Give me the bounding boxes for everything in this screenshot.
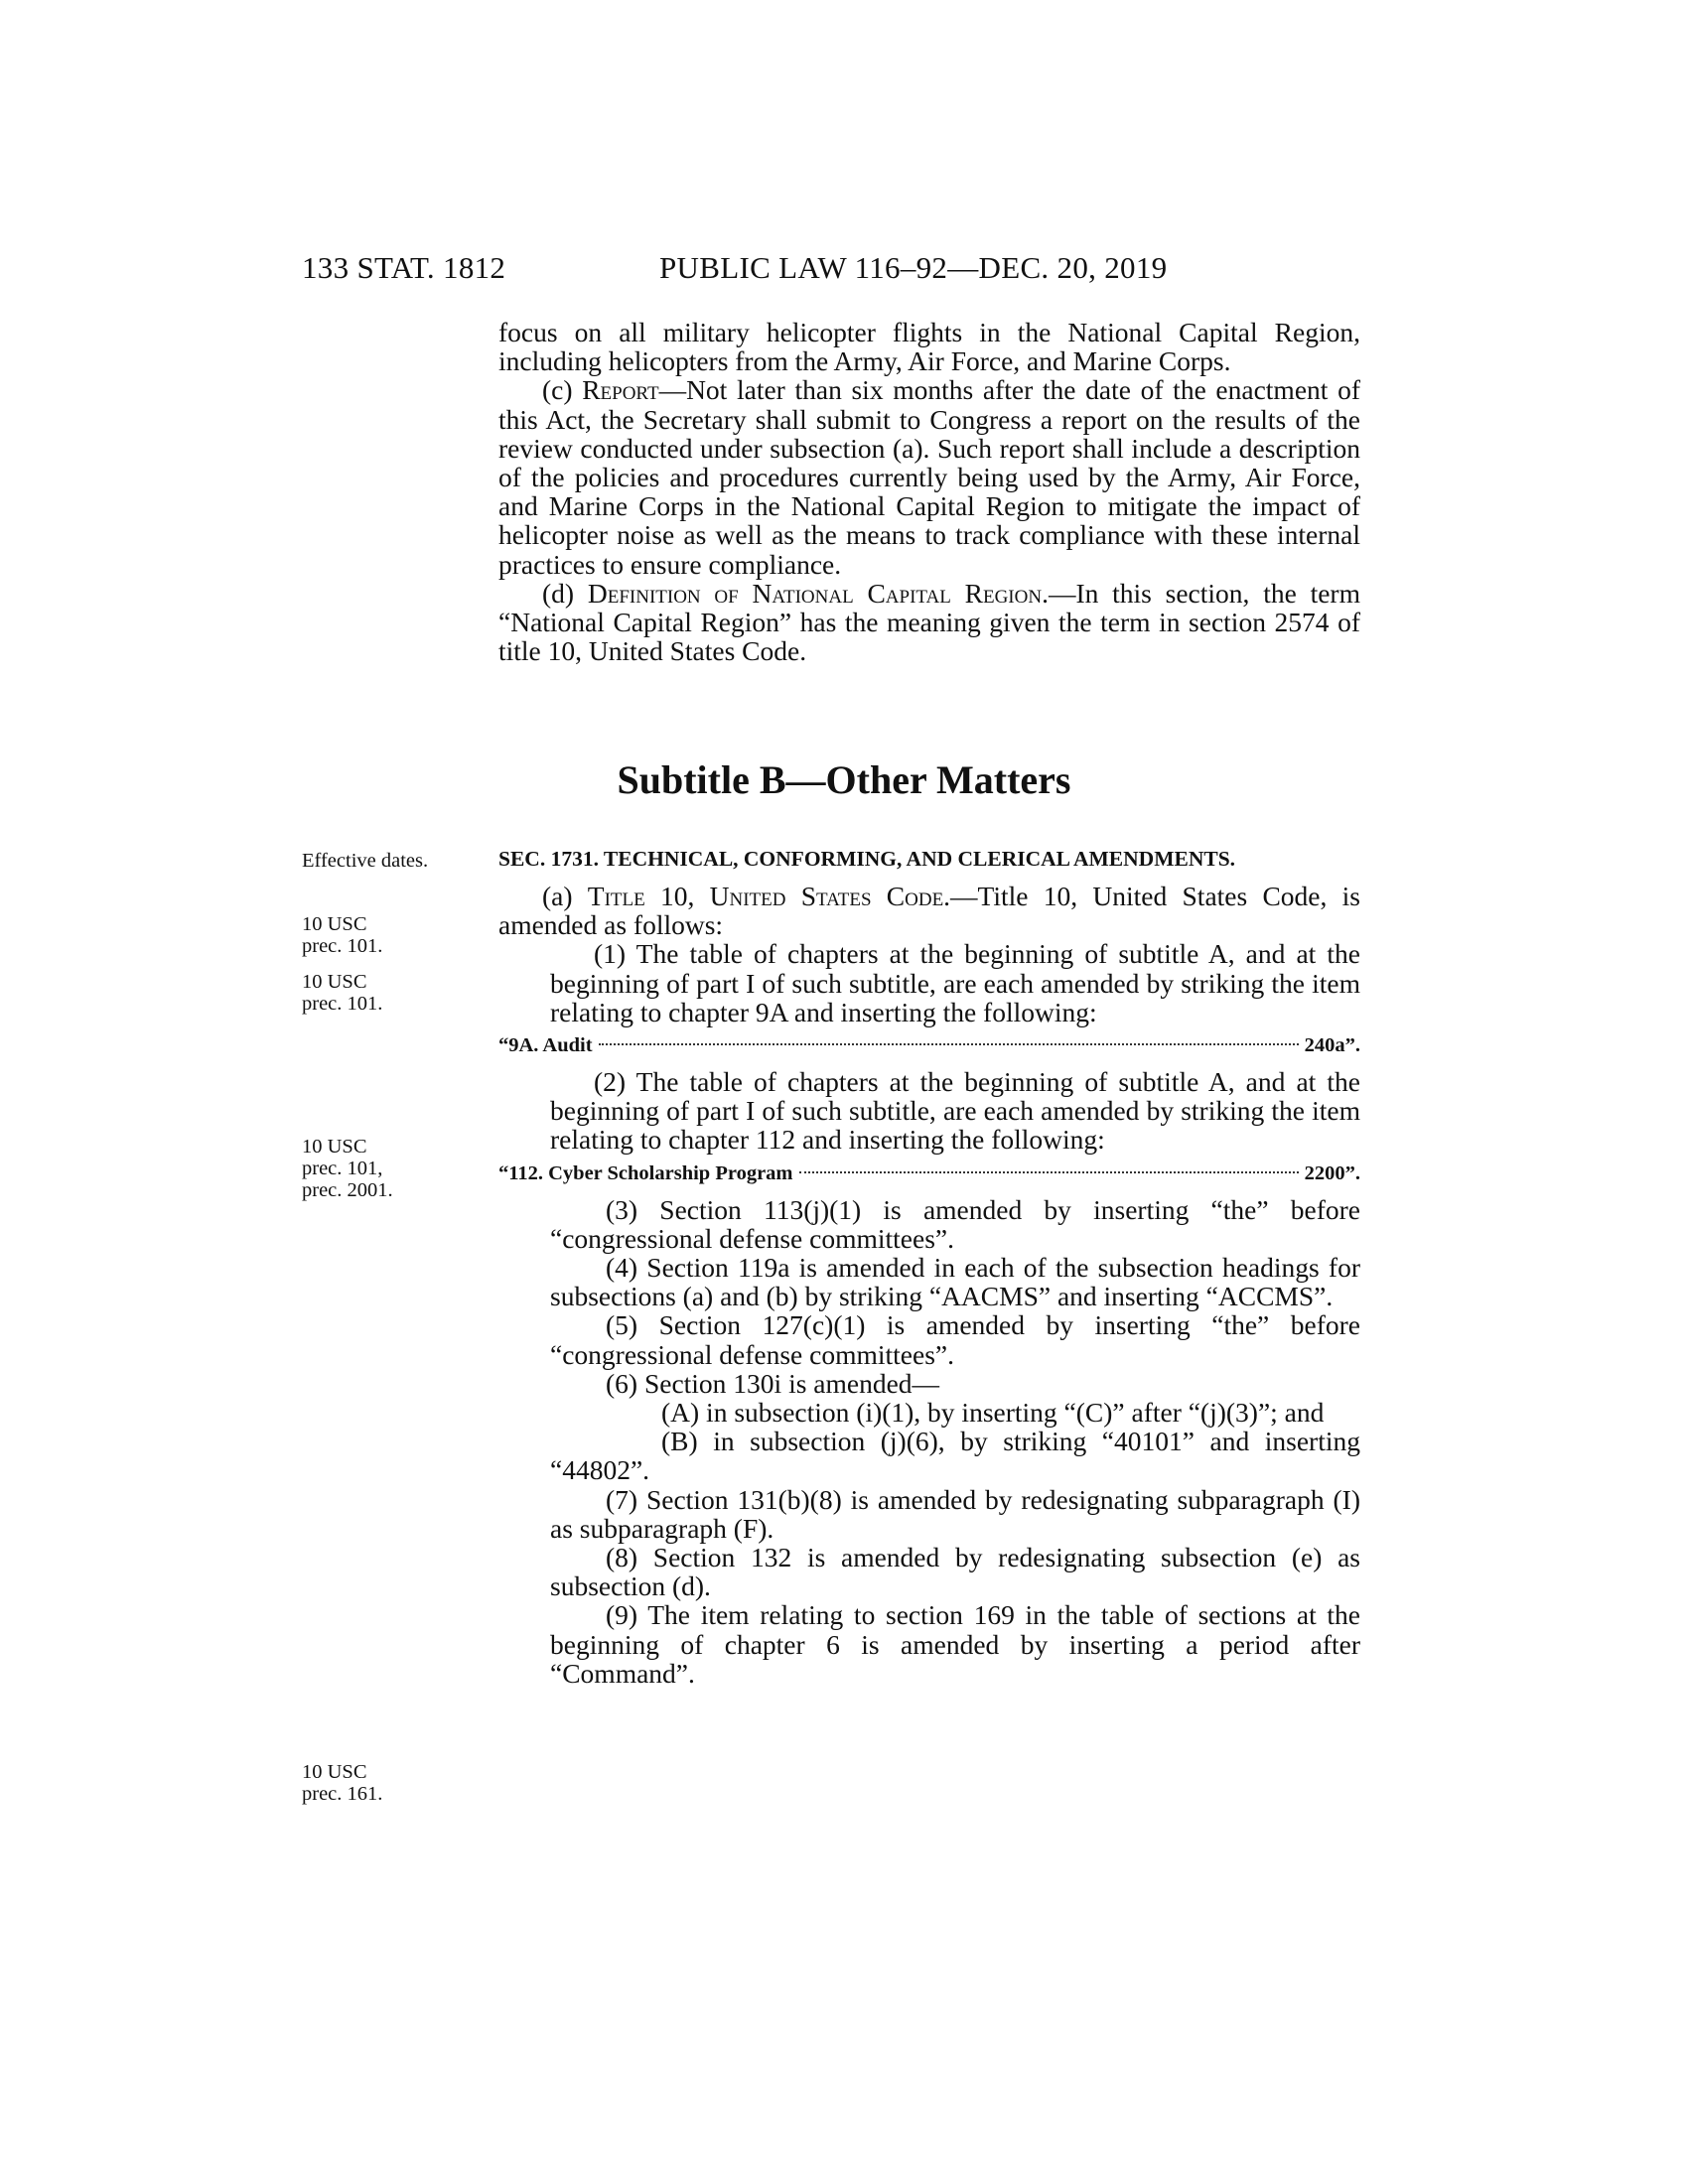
- item-7: (7) Section 131(b)(8) is amended by redesignating subparagraph (I) as subparagraph (F).: [550, 1483, 1360, 1544]
- item-4: (4) Section 119a is amended in each of the subsection headings for subsections (a) and (b) by striking “AACMS” and inserting “ACCMS”.: [550, 1252, 1360, 1312]
- label-title10: Title 10, United States Code: [587, 881, 944, 911]
- subtitle-heading: Subtitle B—Other Matters: [617, 757, 1071, 802]
- item-6a: (A) in subsection (i)(1), by inserting “(C)” after “(j)(3)”; and: [661, 1397, 1325, 1429]
- law-header: PUBLIC LAW 116–92—DEC. 20, 2019: [659, 250, 1168, 285]
- label-report: Report: [582, 374, 659, 406]
- margin-note-usc-4: 10 USC prec. 161.: [302, 1761, 383, 1805]
- paragraph-d: (d) Definition of National Capital Region.—In this section, the term “National Capital Region” has the meaning given the term in section 2574 of title 10, United States Code.: [498, 577, 1360, 667]
- paragraph-c: (c) Report—Not later than six months after the date of the enactment of this Act, the Secretary shall submit to Congress a report on the results of the review conducted under subsection (a). Such report shall include a description of the policies and procedures currently being used by the Army, Air Force, and Marine Corps in the National Capital Region to mitigate the impact of helicopter noise as well as the means to track compliance with these internal practices to ensure compliance.: [498, 374, 1360, 580]
- stat-citation: 133 STAT. 1812: [302, 250, 506, 285]
- paragraph-continuation: focus on all military helicopter flights in the National Capital Region, including helicopters from the Army, Air Force, and Marine Corps.: [498, 317, 1360, 377]
- dot-leader: [599, 1043, 1299, 1045]
- margin-note-usc-1: 10 USC prec. 101.: [302, 913, 383, 957]
- margin-note-usc-3: 10 USC prec. 101, prec. 2001.: [302, 1136, 393, 1201]
- toc-entry-112: “112. Cyber Scholarship Program 2200”.: [498, 1161, 1360, 1184]
- item-2: (2) The table of chapters at the beginning of subtitle A, and at the beginning of part I of such subtitle, are each amended by striking the item relating to chapter 112 and inserting the following:: [550, 1066, 1360, 1156]
- toc-entry-9a: “9A. Audit 240a”.: [498, 1034, 1360, 1057]
- item-8: (8) Section 132 is amended by redesignating subsection (e) as subsection (d).: [550, 1542, 1360, 1602]
- label-definition: Definition of National Capital Region: [587, 577, 1043, 609]
- item-1: (1) The table of chapters at the beginning of subtitle A, and at the beginning of part I of such subtitle, are each amended by striking the item relating to chapter 9A and inserting the following:: [550, 938, 1360, 1027]
- item-6b: (B) in subsection (j)(6), by striking “40101” and inserting “44802”.: [550, 1426, 1360, 1486]
- item-9: (9) The item relating to section 169 in the table of sections at the beginning of chapter 6 is amended by inserting a period after “Command”.: [550, 1599, 1360, 1689]
- item-3: (3) Section 113(j)(1) is amended by inserting “the” before “congressional defense committees”.: [550, 1193, 1360, 1254]
- margin-note-usc-2: 10 USC prec. 101.: [302, 971, 383, 1015]
- item-5: (5) Section 127(c)(1) is amended by inserting “the” before “congressional defense committees”.: [550, 1309, 1360, 1370]
- section-1731: [498, 847, 1360, 1688]
- paragraph-a: (a) Title 10, United States Code.—Title 10, United States Code, is amended as follows:: [498, 881, 1360, 941]
- section-heading: SEC. 1731. TECHNICAL, CONFORMING, AND CLERICAL AMENDMENTS.: [498, 847, 1236, 871]
- top-text-block: [498, 318, 1360, 665]
- dot-leader: [799, 1171, 1299, 1173]
- item-6: (6) Section 130i is amended—: [606, 1367, 940, 1399]
- margin-note-effective: Effective dates.: [302, 850, 429, 872]
